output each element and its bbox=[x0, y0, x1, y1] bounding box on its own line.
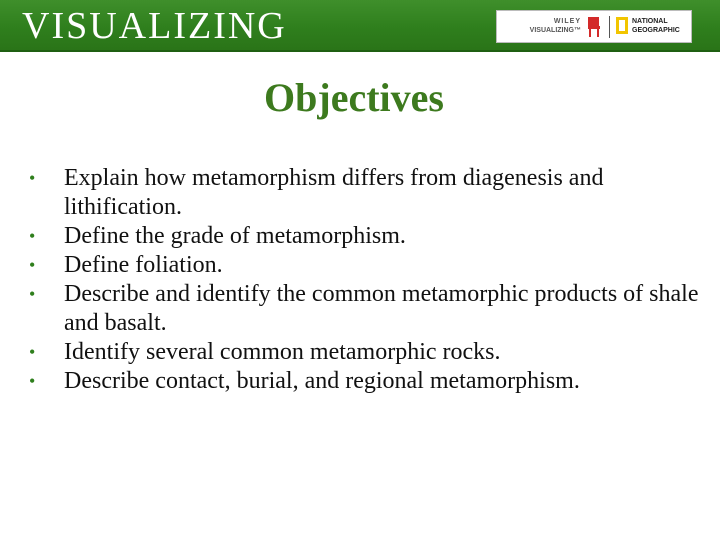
objective-item bbox=[24, 367, 704, 396]
ng-logo-line1: NATIONAL bbox=[632, 18, 668, 25]
bullet-icon: • bbox=[29, 255, 36, 275]
yellow-frame-icon bbox=[616, 17, 628, 34]
visualizing-logo-text: VISUALIZING™ bbox=[529, 27, 581, 34]
objective-text: Define the grade of metamorphism. bbox=[64, 223, 406, 249]
publisher-logos bbox=[496, 10, 692, 43]
objective-text: Identify several common metamorphic rocks. bbox=[64, 339, 501, 365]
bullet-icon: • bbox=[29, 342, 36, 362]
banner-title: VISUALIZING bbox=[22, 5, 287, 47]
bullet-icon: • bbox=[29, 371, 36, 391]
national-geographic-logo bbox=[632, 17, 680, 35]
wiley-logo-text: WILEY bbox=[553, 18, 581, 25]
objective-text: Describe contact, burial, and regional metamorphism. bbox=[64, 368, 580, 394]
objective-text: Explain how metamorphism differs from diagenesis and lithification. bbox=[64, 165, 604, 220]
bullet-icon: • bbox=[29, 168, 36, 188]
objective-text: Describe and identify the common metamorphic products of shale and basalt. bbox=[64, 281, 699, 336]
slide-heading: Objectives bbox=[264, 75, 444, 120]
logo-divider bbox=[609, 16, 610, 38]
wiley-visualizing-logo bbox=[503, 17, 581, 36]
objectives-list bbox=[24, 164, 704, 396]
objective-item bbox=[24, 251, 704, 280]
chair-icon bbox=[585, 16, 603, 38]
objective-item bbox=[24, 280, 704, 338]
objective-item bbox=[24, 338, 704, 367]
header-banner bbox=[0, 0, 720, 52]
bullet-icon: • bbox=[29, 284, 36, 304]
objective-item bbox=[24, 222, 704, 251]
bullet-icon: • bbox=[29, 226, 36, 246]
objective-item bbox=[24, 164, 704, 222]
ng-logo-line2: GEOGRAPHIC bbox=[632, 27, 680, 34]
objective-text: Define foliation. bbox=[64, 252, 223, 278]
